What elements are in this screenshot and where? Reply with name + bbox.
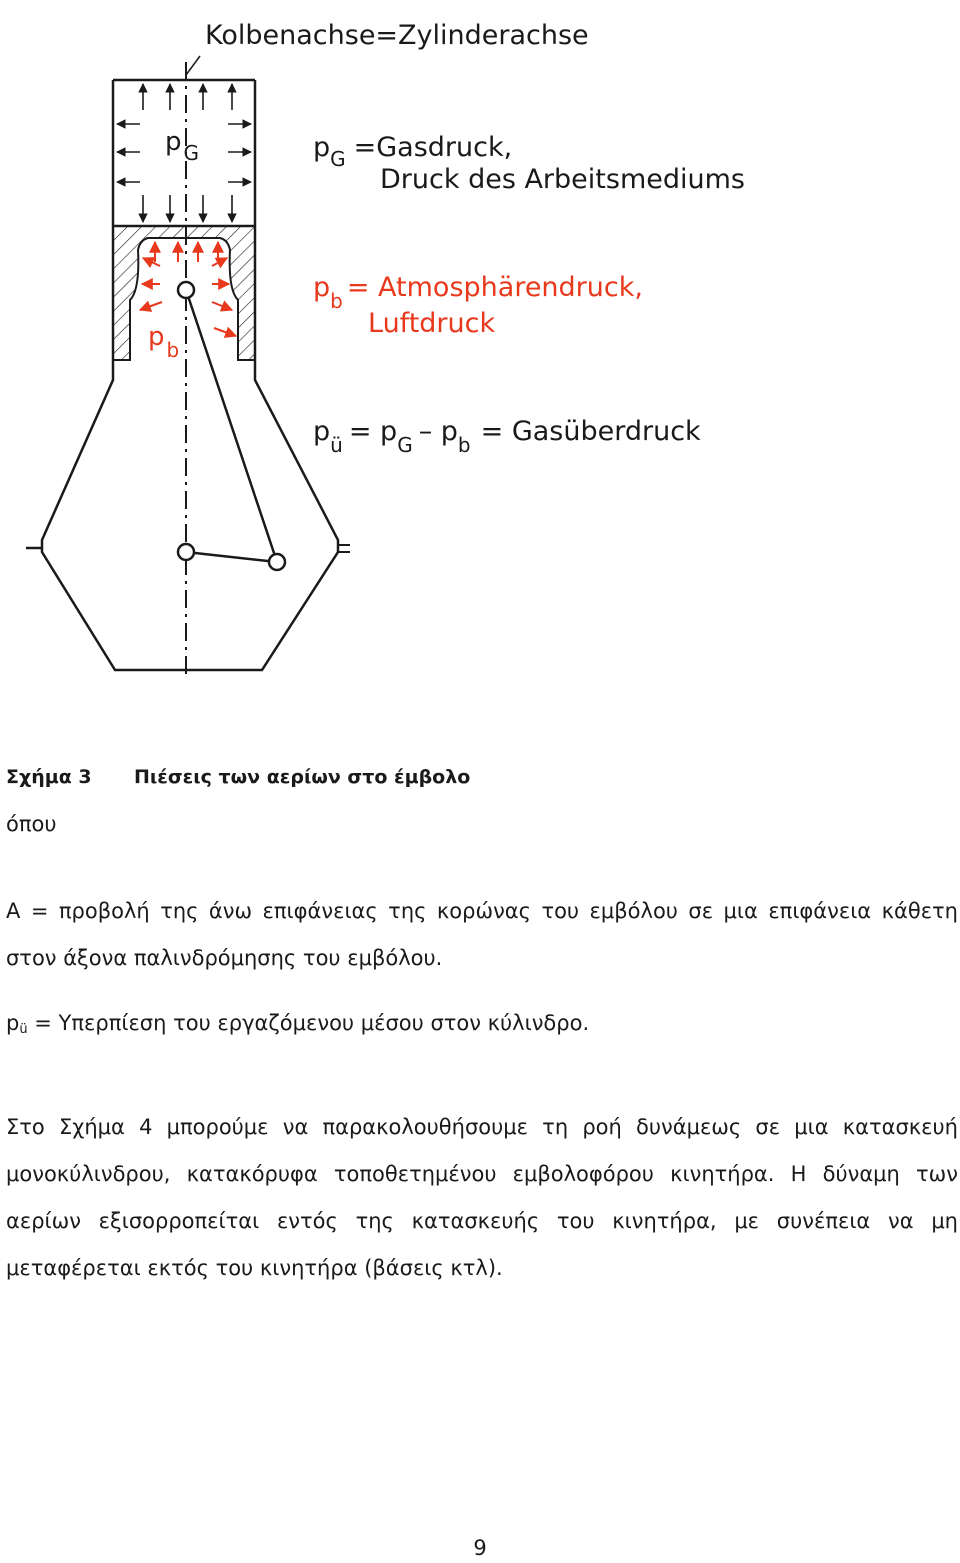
pb-symbol: p $_b$ — [148, 322, 180, 362]
legend-gas-pressure-line1: $p_G$ =Gasdruck, — [313, 132, 513, 171]
pg-symbol: p $_G$ — [165, 127, 200, 165]
where-label: όπου — [6, 812, 57, 836]
page-number: 9 — [473, 1536, 487, 1560]
crank-pin — [269, 554, 285, 570]
crank-mechanism — [178, 282, 285, 570]
crankshaft-center — [178, 544, 194, 560]
overpressure-subscript: ü — [19, 1022, 28, 1037]
cylinder-outline — [42, 80, 338, 670]
overpressure-text: = Υπερπίεση του εργαζόμενου μέσου στον κύλινδρο. — [27, 1011, 590, 1035]
piston-pin — [178, 282, 194, 298]
definition-area: Α = προβολή της άνω επιφάνειας της κορώνας του εμβόλου σε μια επιφάνεια κάθετη στον άξονα παλινδρόμησης του εμβόλου. — [6, 899, 958, 970]
legend-atm-pressure-line2: Luftdruck — [368, 308, 496, 339]
legend-overpressure: $p_ü = p_G - p_b$ = Gasüberdruck — [313, 416, 701, 457]
caption-number: Σχήμα 3 — [6, 766, 92, 788]
piston-pressure-diagram — [0, 0, 960, 700]
axis-label-pointer — [186, 56, 200, 75]
caption-title: Πιέσεις των αερίων στο έμβολο — [134, 766, 471, 788]
overpressure-symbol: p — [6, 1011, 20, 1035]
body-paragraph: Στο Σχήμα 4 μπορούμε να παρακολουθήσουμε τη ροή δυνάμεως σε μια κατασκευή μονοκύλινδρου, κατακόρυφα τοποθετημένου εμβολοφόρου κινητήρα. Η δύναμη των αερίων εξισορροπείται εντός της κατασκευής του κινητήρα, με συνέπεια να μη μεταφέρεται εκτός του κινητήρα (βάσεις κτλ). — [6, 1115, 958, 1280]
legend-atm-pressure-line1: $p_b$ = Atmosphärendruck, — [313, 272, 643, 313]
axis-label: Kolbenachse=Zylinderachse — [205, 20, 589, 51]
definition-overpressure — [6, 1000, 958, 1053]
legend-gas-pressure-line2: Druck des Arbeitsmediums — [380, 164, 745, 195]
